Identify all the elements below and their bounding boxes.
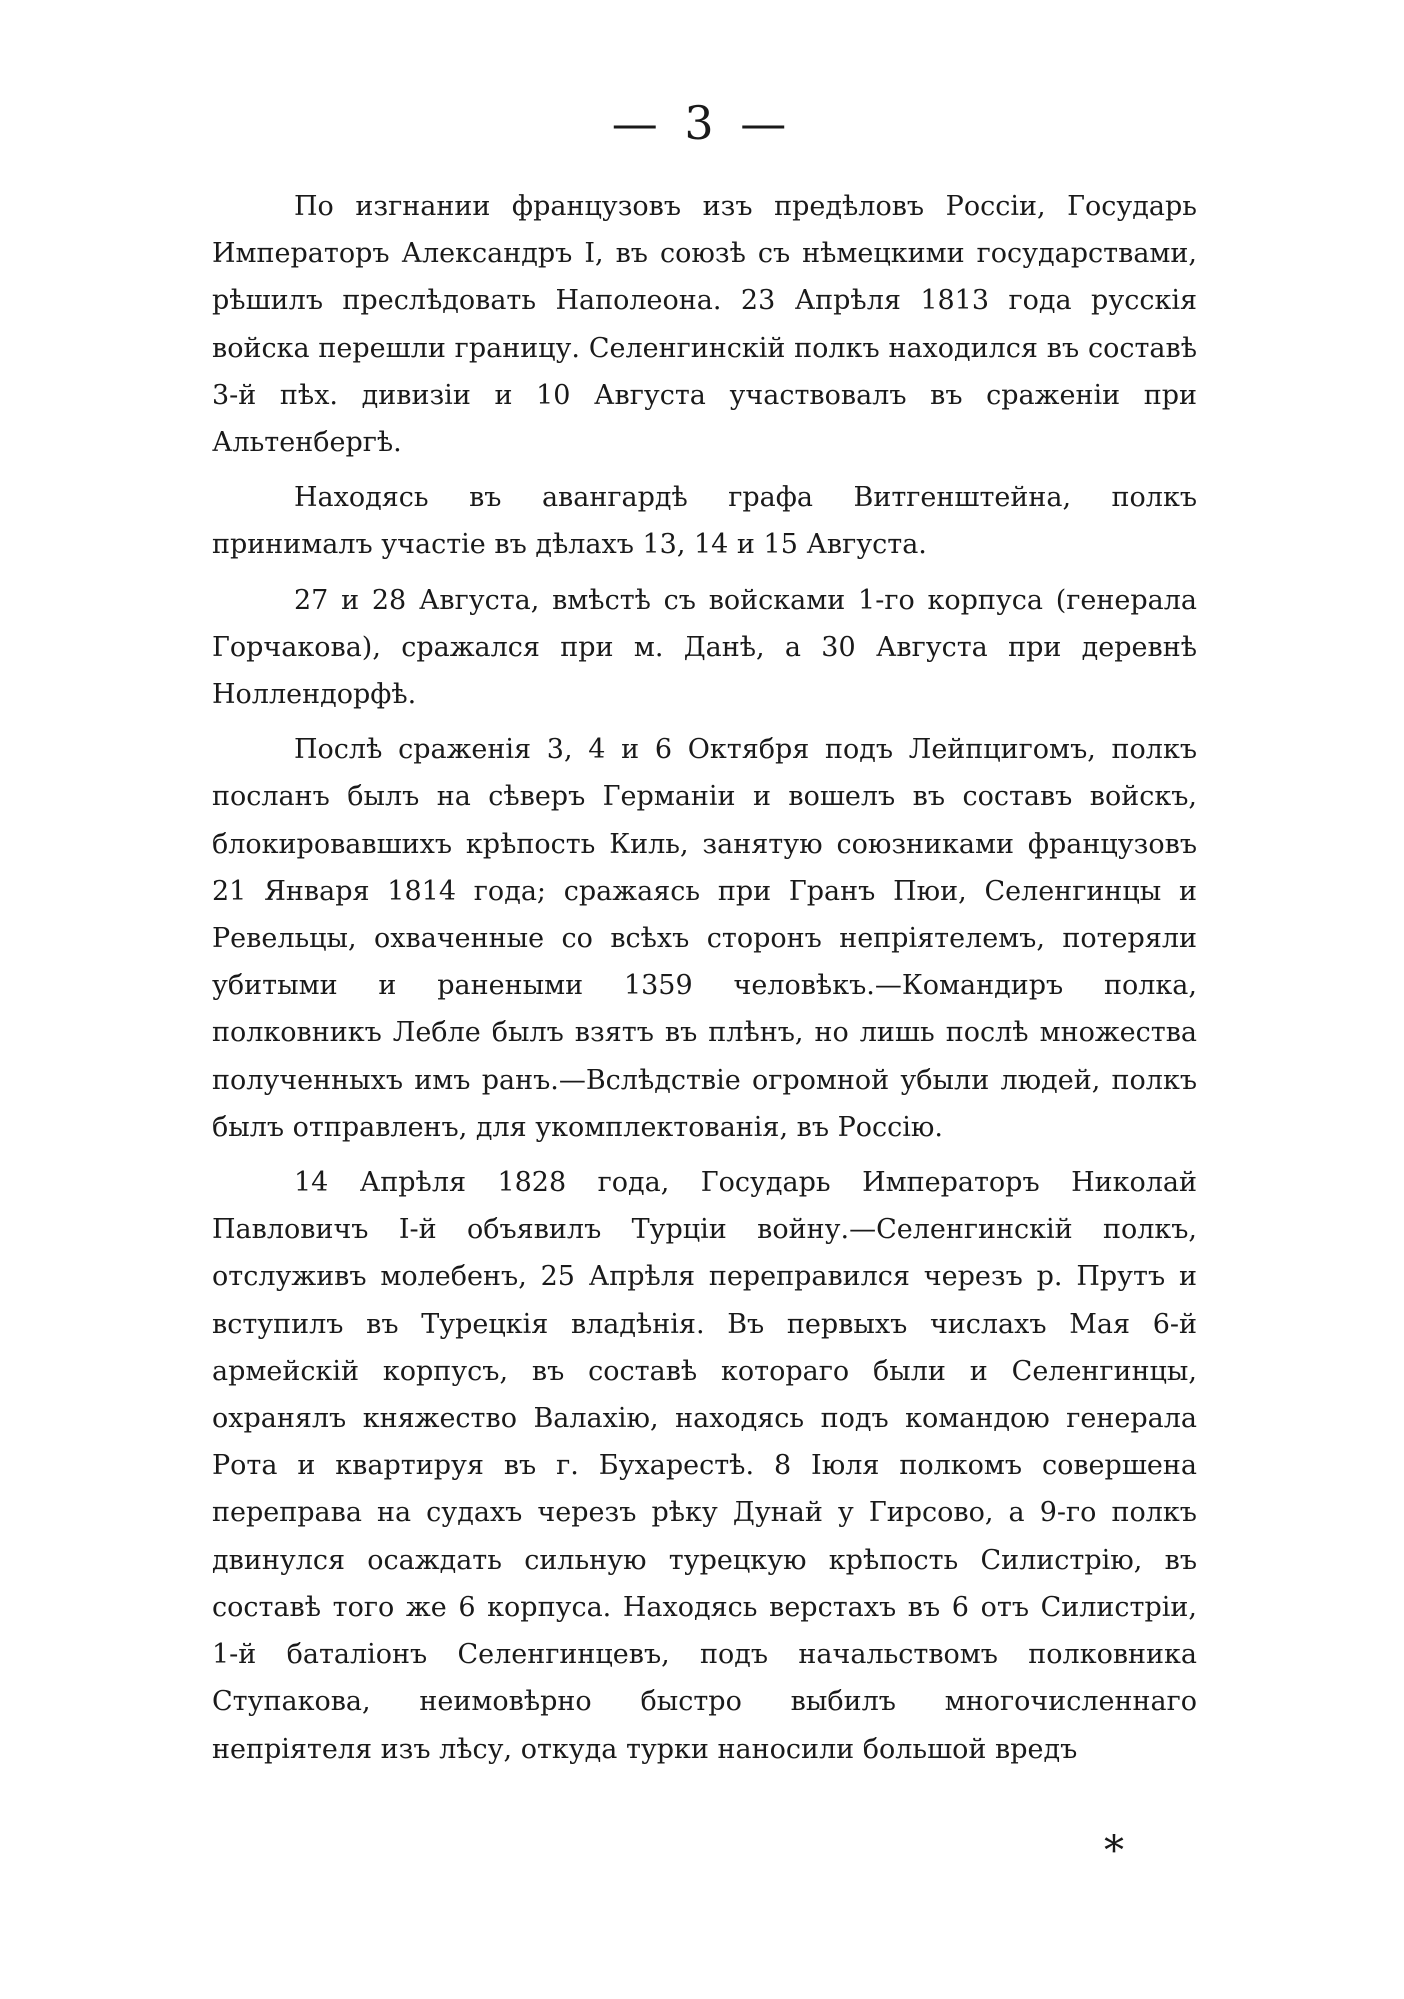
paragraph: Находясь въ авангардѣ графа Витгенштейна, полкъ принималъ участіе въ дѣлахъ 13, 14 и 15 Августа. xyxy=(212,482,1197,561)
paragraph: 14 Апрѣля 1828 года, Государь Императоръ Николай Павловичъ I-й объявилъ Турціи войну.—Селенгинскій полкъ, отслуживъ молебенъ, 25 Апрѣля переправился черезъ р. Прутъ и вступилъ въ Турецкія владѣнія. Въ первыхъ числахъ Мая 6-й армейскій корпусъ, въ составѣ котораго были и Селенгинцы, охранялъ княжество Валахію, находясь подъ командою генерала Рота и квартируя въ г. Бухарестѣ. 8 Іюля полкомъ совершена переправа на судахъ черезъ рѣку Дунай у Гирсово, а 9-го полкъ двинулся осаждать сильную турецкую крѣпость Силистрію, въ составѣ того же 6 корпуса. Находясь верстахъ въ 6 отъ Силистріи, 1-й баталіонъ Селенгинцевъ, подъ начальствомъ полковника Ступакова, неимовѣрно быстро выбилъ многочисленнаго непріятеля изъ лѣсу, откуда турки наносили большой вредъ xyxy=(212,1167,1197,1765)
signature-mark: * xyxy=(1104,1828,1124,1874)
paragraph: Послѣ сраженія 3, 4 и 6 Октября подъ Лейпцигомъ, полкъ посланъ былъ на сѣверъ Германіи и вошелъ въ составъ войскъ, блокировавшихъ крѣпость Киль, занятую союзниками французовъ 21 Января 1814 года; сражаясь при Гранъ Пюи, Селенгинцы и Ревельцы, охваченные со всѣхъ сторонъ непріятелемъ, потеряли убитыми и ранеными 1359 человѣкъ.—Командиръ полка, полковникъ Лебле былъ взятъ въ плѣнъ, но лишь послѣ множества полученныхъ имъ ранъ.—Вслѣдствіе огромной убыли людей, полкъ былъ отправленъ, для укомплектованія, въ Россію. xyxy=(212,734,1197,1143)
page-number: — 3 — xyxy=(611,96,793,150)
body-text xyxy=(212,183,1197,1781)
paragraph: 27 и 28 Августа, вмѣстѣ съ войсками 1-го корпуса (генерала Горчакова), сражался при м. Данѣ, а 30 Августа при деревнѣ Ноллендорфѣ. xyxy=(212,584,1197,711)
paragraph: По изгнании французовъ изъ предѣловъ Россіи, Государь Императоръ Александръ I, въ союзѣ съ нѣмецкими государствами, рѣшилъ преслѣдовать Наполеона. 23 Апрѣля 1813 года русскія войска перешли границу. Селенгинскій полкъ находился въ составѣ 3-й пѣх. дивизіи и 10 Августа участвовалъ въ сраженіи при Альтенбергѣ. xyxy=(212,191,1197,459)
